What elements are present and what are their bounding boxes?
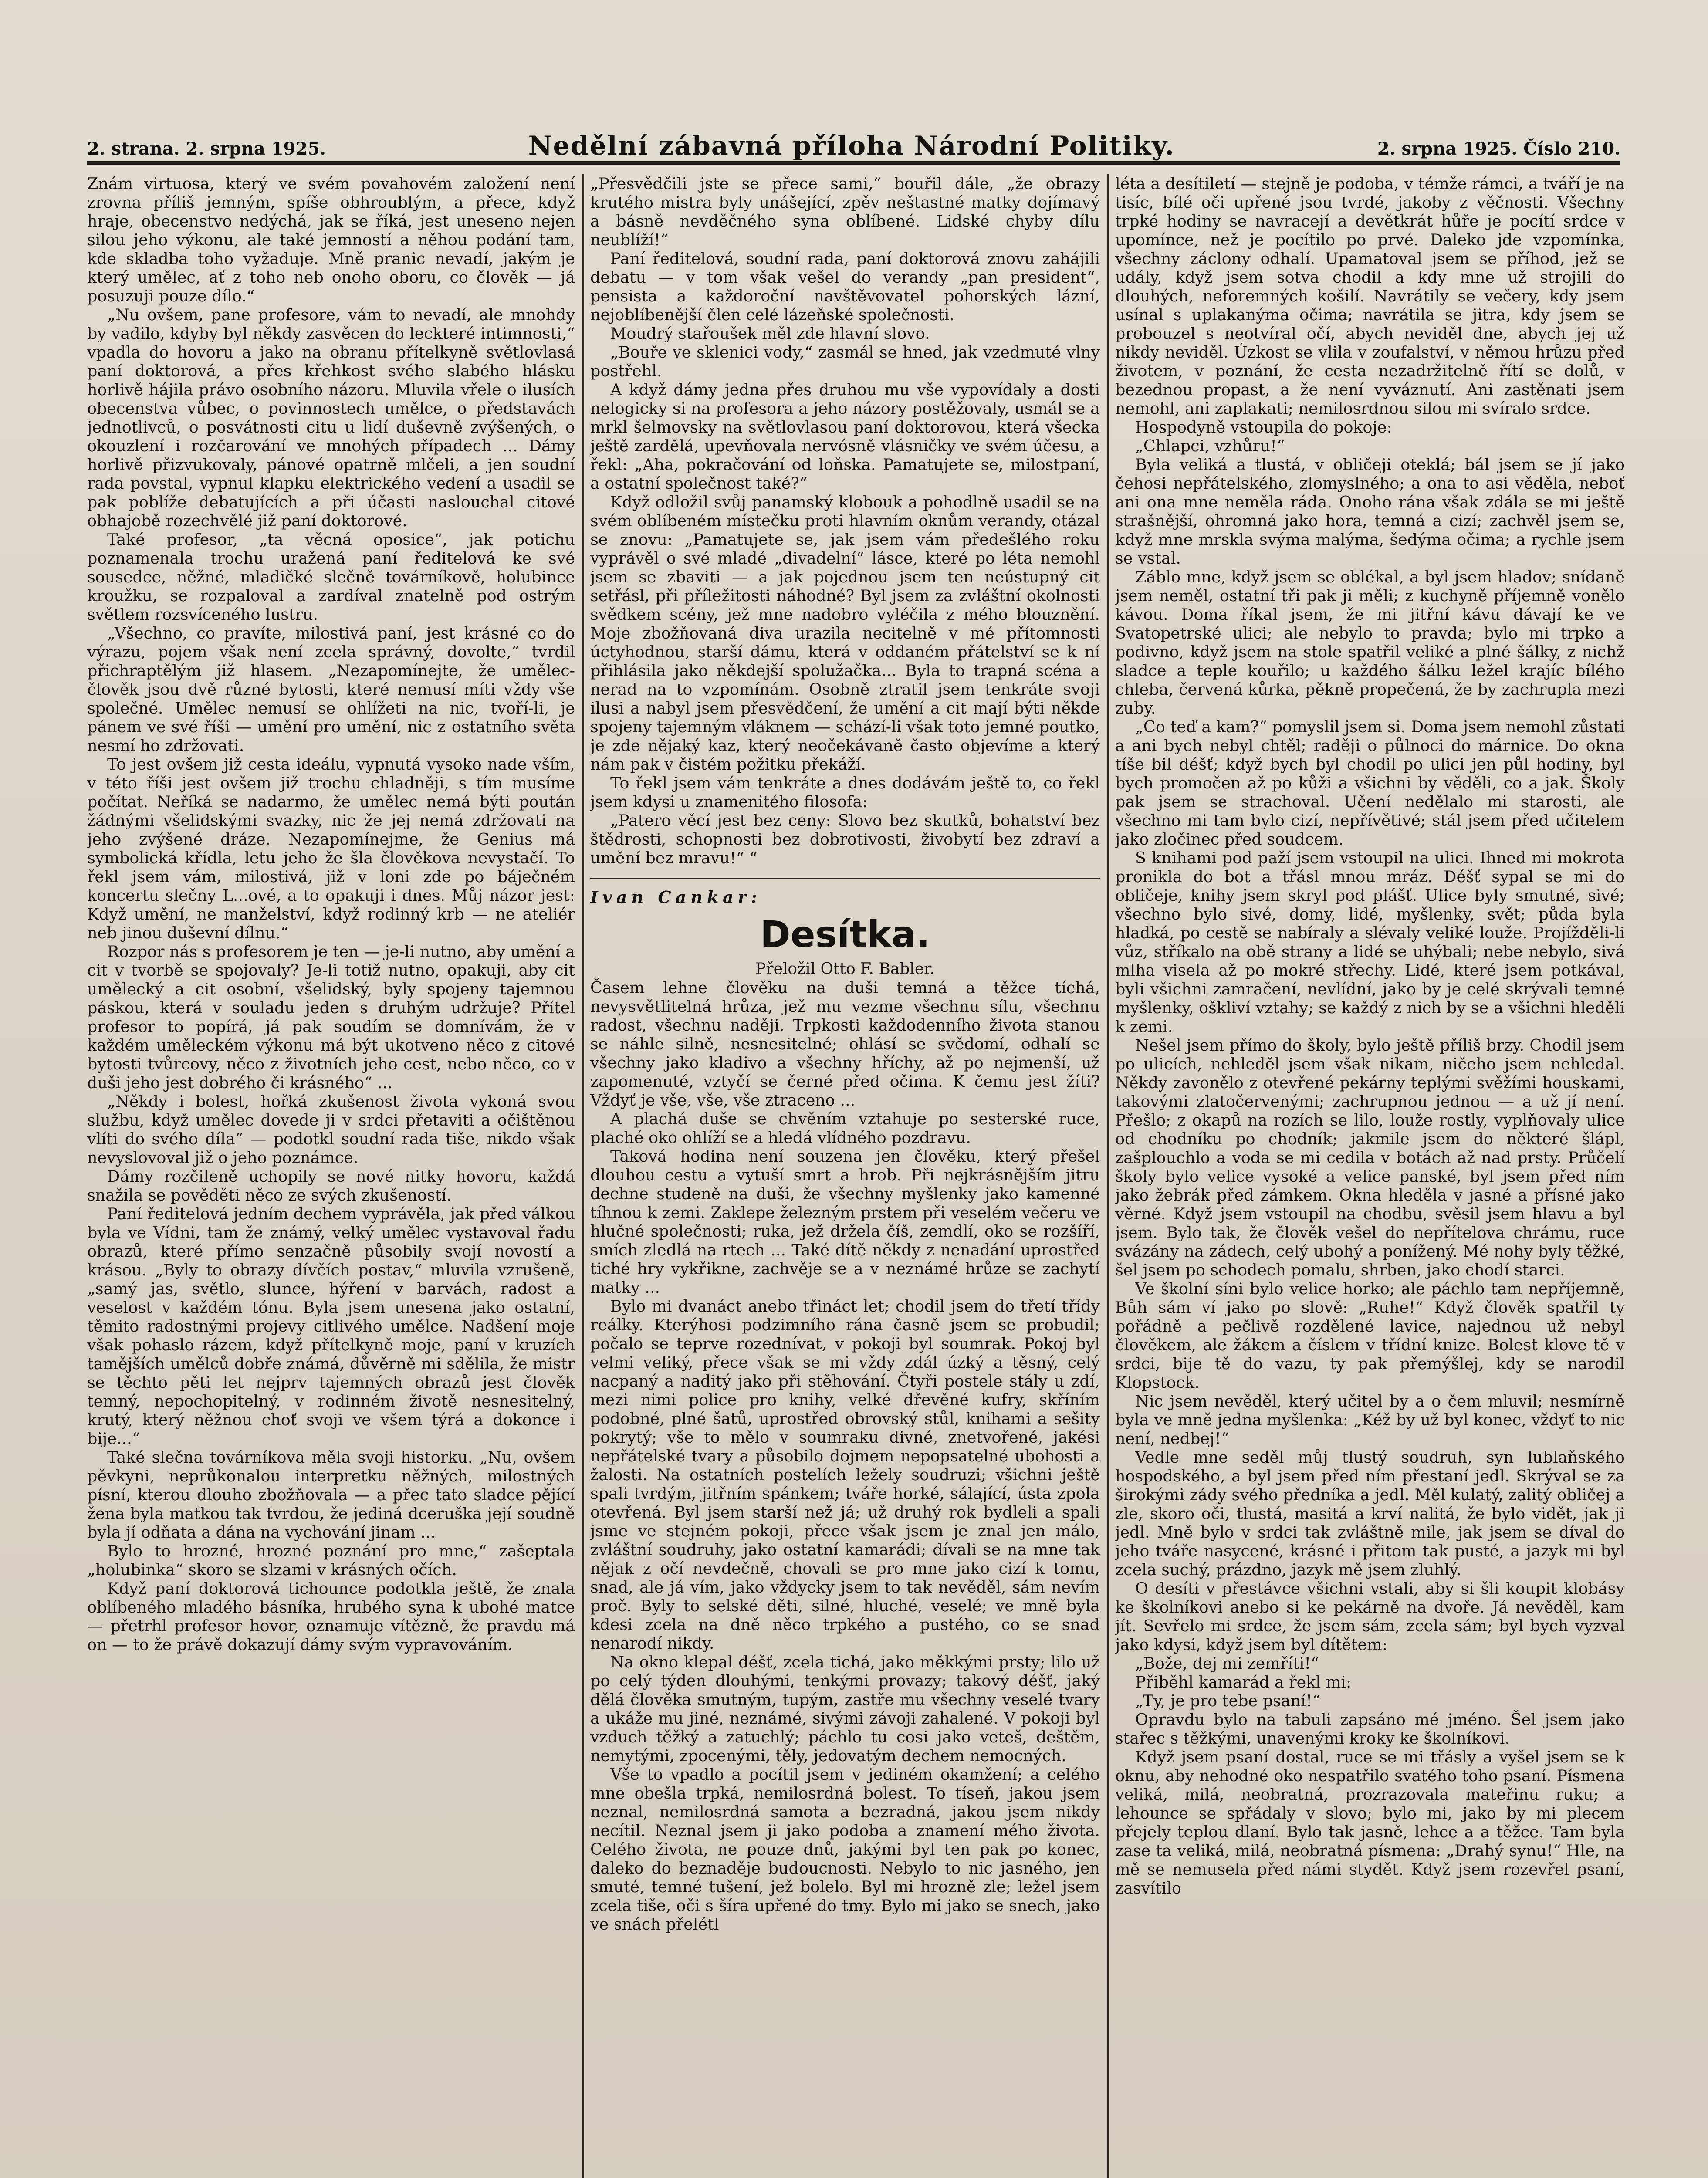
paragraph: Dámy rozčileně uchopily se nové nitky hovoru, každá snažila se pověděti něco ze svých zkušeností. xyxy=(87,1167,575,1204)
story-translator: Přeložil Otto F. Babler. xyxy=(755,960,935,978)
paragraph: O desíti v přestávce všichni vstali, aby si šli koupit klobásy ke školníkovi anebo si ke pekárně na dvoře. Já nevěděl, kam jít. Sevřelo mi srdce, že jsem sám, zcela sám; byl bych vyzval jako kdysi, když jsem byl dítětem: xyxy=(1115,1579,1625,1654)
paragraph: léta a desítiletí — stejně je podoba, v témže rámci, a tváří je na tisíc, bílé oči upřené jsou tvrdé, jakoby z věčnosti. Všechny trpké hodiny se navracejí a devětkrát hůře je pocítí srdce v upomínce, než je pocítilo po prvé. Daleko jde vzpomínka, všechny záclony odhalí. Upamatoval jsem se příhod, jež se udály, když jsem sotva chodil a kdy mne už strojili do dlouhých, neforemných košilí. Navrátily se večery, kdy jsem usínal s uplakanýma očima; navrátila se jitra, kdy jsem se probouzel s neotvíral očí, abych neviděl dne, abych jej už nikdy neviděl. Úzkost se vlila v zoufalství, v němou hrůzu před životem, v poznání, že cesta nezadržitelně řítí se dolů, v bezednou propast, a že není vyváznutí. Ani zastěnati jsem nemohl, ani zaplakati; nemilosrdnou silou mi svíralo srdce. xyxy=(1115,174,1625,418)
paragraph: Vše to vpadlo a pocítil jsem v jediném okamžení; a celého mne obešla trpká, nemilosrdná bolest. To tíseň, jakou jsem neznal, nemilosrdná samota a bezradná, jakou jsem nikdy necítil. Neznal jsem ji jako podoba a znamení mého života. Celého života, ne pouze dnů, jakými byl ten pak po konec, daleko do beznaděje budoucnosti. Nebylo to nic jasného, jen smuté, temné tušení, jež bolelo. Byl mi hrozně zle; ležel jsem zcela tiše, oči s šíra upřené do tmy. Bylo mi jako se snech, jako ve snách přelétl xyxy=(590,1765,1100,1934)
paragraph: Paní ředitelová jedním dechem vyprávěla, jak před válkou byla ve Vídni, tam že známý, velký umělec vystavoval řadu obrazů, které přímo senzačně působily svojí novostí a krásou. „Byly to obrazy dívčích postav,“ mluvila vzrušeně, „samý jas, světlo, slunce, hýření v barvách, radost a veselost v každém tónu. Byla jsem unesena jako ostatní, těmito radostnými projevy citlivého umělce. Nadšení moje však pohaslo rázem, když přítelkyně moje, paní v kruzích tamějších umělců dobře známá, důvěrně mi sdělila, že mistr se těchto pěti let nejprv tajemných obrazů jest člověk temný, nepochopitelný, v rodinném životě nesnesitelný, krutý, který něžnou choť svoji ve všem týrá a dokonce i bije...“ xyxy=(87,1204,575,1448)
paragraph: Byla veliká a tlustá, v obličeji oteklá; bál jsem se jí jako čehosi nepřátelského, zlomyslného; a ona to asi věděla, neboť ani ona mne neměla ráda. Onoho rána však zdála se mi ještě strašnější, ohromná jako hora, temná a cizí; zachvěl jsem se, když mne mrskla svýma malýma, šedýma očima; a rychle jsem se vstal. xyxy=(1115,455,1625,568)
column-2 xyxy=(590,174,1100,2178)
paragraph: Opravdu bylo na tabuli zapsáno mé jméno. Šel jsem jako stařec s těžkými, unavenými kroky ke školníkovi. xyxy=(1115,1710,1625,1748)
paragraph: Paní ředitelová, soudní rada, paní doktorová znovu zahájili debatu — v tom však vešel do verandy „pan president“, pensista a každoroční navštěvovatel pohorských lázní, nejoblíbenější člen celé lázeňské společnosti. xyxy=(590,249,1100,324)
paragraph: Moudrý stařoušek měl zde hlavní slovo. xyxy=(610,324,930,343)
paragraph: „Ty, je pro tebe psaní!“ xyxy=(1135,1691,1321,1710)
paragraph: Nic jsem nevěděl, který učitel by a o čem mluvil; nesmírně byla ve mně jedna myšlenka: „Kéž by už byl konec, vždyť to nic není, nedbej!“ xyxy=(1115,1392,1625,1448)
publication-title: Nedělní zábavná příloha Národní Politiky. xyxy=(528,131,1175,161)
paragraph: Rozpor nás s profesorem je ten — je-li nutno, aby umění a cit v tvorbě se spojovaly? Je-li totiž nutno, opakuji, aby cit umělecký a cit osobní, všelidský, byly spojeny tajemnou páskou, která v souladu jeden s druhým udržuje? Přítel profesor to popírá, já pak soudím se domnívám, že v každém uměleckém výkonu má být ukotveno něco z citové bytosti tvůrcovy, něco z životních jeho cest, nebo něco, co v duši jeho jest dobrého či krásného“ ... xyxy=(87,942,575,1092)
story-title: Desítka. xyxy=(760,913,930,956)
paragraph: S knihami pod paží jsem vstoupil na ulici. Ihned mi mokrota pronikla do bot a třásl mnou mráz. Déšť sypal se mi do obličeje, knihy jsem skryl pod plášť. Ulice byly smutné, sivé; všechno bylo sivé, domy, lidé, myšlenky, svět; půda byla hladká, po cestě se nabíraly a slévaly veliké louže. Projížděli-li vůz, stříkalo na obě strany a lidé se uhýbali; nebe nebylo, sivá mlha visela až po mokré střechy. Lidé, které jsem potkával, byli všichni zamračení, nevlídní, jako by je celé skrývali temné myšlenky, oškliví vztahy; se každý z nich by se a všichni hleděli k zemi. xyxy=(1115,849,1625,1036)
paragraph: Když odložil svůj panamský klobouk a pohodlně usadil se na svém oblíbeném místečku proti hlavním oknům verandy, otázal se znovu: „Pamatujete se, jak jsem vám předešlého roku vyprávěl o své mladé „divadelní“ lásce, které po léta nemohl jsem se zbaviti — a jak pojednou jsem ten neústupný cit setřásl, při příležitosti náhodné? Byl jsem za zvláštní okolnosti svědkem scény, jež mne nadobro vyléčila z mého blouznění. Moje zbožňovaná diva urazila necitelně v mé přítomnosti úctyhodnou, starší dámu, která v oddaném přátelství se k ní přihlásila jako někdejší spolužačka... Byla to trapná scéna a nerad na to vzpomínám. Osobně ztratil jsem tenkráte svoji ilusi a nabyl jsem přesvědčení, že umění a cit mají býti někde spojeny tajemným vláknem — schází-li však toto jemné poutko, je zde nějaký kaz, který neočekávaně často objevíme a který nám pak v čistém požitku překáží. xyxy=(590,493,1100,774)
paragraph: „Někdy i bolest, hořká zkušenost života vykoná svou službu, když umělec dovede ji v srdci přetaviti a očištěnou vlíti do svého díla“ — podotkl soudní rada tiše, nikdo však nevyslovoval již o jeho poznámce. xyxy=(87,1092,575,1167)
paragraph: Taková hodina není souzena jen člověku, který přešel dlouhou cestu a vytuší smrt a hrob. Při nejkrásnějším jitru dechne studeně na duši, že všechny myšlenky jako kamenné tíhnou k zemi. Zaklepe železným prstem při veselém večeru ve hlučné společnosti; ruka, jež držela číš, zemdlí, oko se rozšíří, smích zledlá na rtech ... Také dítě někdy z nenadání uprostřed tiché hry vykřikne, zachvěje se a v neznámé hrůze se zachytí matky ... xyxy=(590,1147,1100,1297)
paragraph: Když jsem psaní dostal, ruce se mi třásly a vyšel jsem se k oknu, aby nehodné oko nespatřilo svatého toho psaní. Písmena veliká, milá, neobratná, prozrazovala mateřinu ruku; a lehounce se spřádaly v slovo; bylo mi, jako by mi plecem přejely teplou dlaní. Bylo tak jasně, lehce a a těžce. Tam byla zase ta veliká, milá, neobratná písmena: „Drahý synu!“ Hle, na mě se nemusela před námi stydět. Když jsem rozevřel psaní, zasvítilo xyxy=(1115,1748,1625,1897)
paragraph: „Všechno, co pravíte, milostivá paní, jest krásné co do výrazu, pojem však není zcela správný, dovolte,“ tvrdil přichraptělým již hlasem. „Nezapomínejte, že umělec-člověk jsou dvě různé bytosti, které nemusí míti vždy vše společné. Umělec nemusí se ohlížeti na nic, tvoří-li, je pánem ve své říši — umění pro umění, nic z ostatního světa nesmí ho zdržovati. xyxy=(87,624,575,755)
paragraph: Záblo mne, když jsem se oblékal, a byl jsem hladov; snídaně jsem neměl, ostatní tři pak ji měli; z kuchyně příjemně vonělo kávou. Doma říkal jsem, že mi jitřní kávu dávají ke ve Svatopetrské ulici; ale nebylo to pravda; bylo mi trpko a podivno, když jsem na stole spatřil veliké a plné šálky, z nichž sladce a teple kouřilo; u každého šálku ležel krajíc bílého chleba, červená kůrka, pěkně propečená, že by zachrupla mezi zuby. xyxy=(1115,568,1625,717)
paragraph: „Co teď a kam?“ pomyslil jsem si. Doma jsem nemohl zůstati a ani bych nebyl chtěl; raději o půlnoci do márnice. Do okna tíše bil déšť; když bych byl chodil po ulici jen půl hodiny, byl bych promočen až po kůži a všichni by věděli, co a jak. Školy pak jsem se strachoval. Učení nedělalo mi starosti, ale všechno mi tam bylo cizí, nepřívětivé; stál jsem před učitelem jako zločinec před soudcem. xyxy=(1115,717,1625,849)
column-3 xyxy=(1115,174,1625,2178)
paragraph: Nešel jsem přímo do školy, bylo ještě příliš brzy. Chodil jsem po ulicích, nehleděl jsem však nikam, ničeho jsem nehledal. Někdy zavonělo z otevřené pekárny teplými svěžími houskami, takovými zlatočervenými; zachrupnou jednou — a už jí není. Přešlo; z okapů na rozích se lilo, louže rostly, vyplňovaly ulice od chodníku po chodník; jakmile jsem do některé šlápl, zašplouchlo a voda se mi cedila v botách až nad prsty. Průčelí školy bylo velice vysoké a velice panské, byl jsem před ním jako žebrák před zámkem. Okna hleděla v jasné a přísné jako věrné. Když jsem vstoupil na chodbu, svěsil jsem hlavu a byl jsem. Bylo tak, že člověk vešel do nepřítelova chrámu, ruce svázány na zádech, celý ubohý a ponížený. Mé nohy byly těžké, šel jsem po schodech pomalu, shrben, jako chodí starci. xyxy=(1115,1036,1625,1279)
paragraph: „Bouře ve sklenici vody,“ zasmál se hned, jak vzedmuté vlny postřehl. xyxy=(590,343,1100,380)
issue-date-number: 2. srpna 1925. Číslo 210. xyxy=(1377,139,1620,159)
paragraph: Přiběhl kamarád a řekl mi: xyxy=(1135,1673,1352,1691)
paragraph: Znám virtuosa, který ve svém povahovém založení není zrovna příliš jemným, spíše obhroublým, a přece, když hraje, obecenstvo nedýchá, jak se říká, jest uneseno nejen silou jeho výkonu, ale také jemností a něhou podání tam, kde skladba toho vyžaduje. Mně pranic nevadí, jakým je který umělec, ať z toho neb onoho oboru, co člověk — já posuzuji pouze dílo.“ xyxy=(87,174,575,305)
paragraph: Časem lehne člověku na duši temná a těžce tíchá, nevysvětlitelná hrůza, jež mu vezme všechnu sílu, všechnu radost, všechnu naději. Trpkosti každodenního života stanou se náhle silně, nesnesitelné; ohlásí se svědomí, odhalí se všechny jako kladivo a všechny hříchy, až po nejmenší, už zapomenuté, vztyčí se černé před očima. K čemu jest žíti? Vždyť je vše, vše, vše ztraceno ... xyxy=(590,978,1100,1109)
section-divider xyxy=(590,878,1100,879)
story-author: Ivan Cankar: xyxy=(590,887,761,907)
paragraph: „Přesvědčili jste se přece sami,“ bouřil dále, „že obrazy krutého mistra byly unášející, zpěv neštastné matky dojímavý a básně nevděčného syna oblíbené. Lidské chyby dílu neublíží!“ xyxy=(590,174,1100,249)
paragraph: Na okno klepal déšť, zcela tichá, jako měkkými prsty; lilo už po celý týden dlouhými, tenkými provazy; takový déšť, jaký dělá člověka smutným, tupým, zastře mu všechny veselé tvary a ukáže mu jiné, neznámé, sivými závoji zahalené. V pokoji byl vzduch těžký a zatuchlý; páchlo tu cosi jako veteš, deštěm, nemytými, zpocenými, těly, jedovatým dechem nemocných. xyxy=(590,1653,1100,1765)
paragraph: Bylo to hrozné, hrozné poznání pro mne,“ zašeptala „holubinka“ skoro se slzami v krásných očích. xyxy=(87,1542,575,1579)
paragraph: Když paní doktorová tichounce podotkla ještě, že znala oblíbeného mladého básníka, hrubého syna k ubohé matce — přetrhl profesor hovor, oznamuje vítězně, že pravdu má on — to že právě dokazují dámy svým vypravováním. xyxy=(87,1579,575,1654)
column-rule xyxy=(1107,174,1109,2178)
page-number-date: 2. strana. 2. srpna 1925. xyxy=(87,139,326,159)
column-rule xyxy=(582,174,584,2178)
paragraph: A plachá duše se chvěním vztahuje po sesterské ruce, plaché oko ohlíží se a hledá vlídného pozdravu. xyxy=(590,1109,1100,1147)
paragraph: Hospodyně vstoupila do pokoje: xyxy=(1135,418,1392,436)
paragraph: Ve školní síni bylo velice horko; ale páchlo tam nepříjemně, Bůh sám ví jako po slově: „Ruhe!“ Když člověk spatřil ty pořádně a pečlivě rozdělené lavice, najednou už nebyl člověkem, ale žákem a číslem v třídní knize. Bolest klove tě v srdci, bije tě do vazu, ty pak přemýšlej, kdy se narodil Klopstock. xyxy=(1115,1279,1625,1392)
masthead xyxy=(87,131,1620,165)
paragraph: To jest ovšem již cesta ideálu, vypnutá vysoko nade vším, v této říši jest ovšem již trochu chladněji, s tím musíme počítat. Neříká se nadarmo, že umělec nemá býti poután žádnými všelidskými svazky, nic že jej nemá zdržovati na jeho zvýšené dráze. Nezapomínejme, že Genius má symbolická křídla, letu jeho že šla člověkova nevystačí. To řekl jsem vám, milostivá, již v loni zde po báječném koncertu slečny L...ové, a to opakuji i dnes. Můj názor jest: Když umění, ne manželství, když rodinný krb — ne ateliér neb jinou duševní dílnu.“ xyxy=(87,755,575,942)
paragraph: To řekl jsem vám tenkráte a dnes dodávám ještě to, co řekl jsem kdysi u znamenitého filosofa: xyxy=(590,774,1100,811)
paragraph: „Patero věcí jest bez ceny: Slovo bez skutků, bohatství bez štědrosti, schopnosti bez dobrotivosti, živobytí bez zdraví a umění bez mravu!“ “ xyxy=(590,811,1100,867)
column-1 xyxy=(87,174,575,2178)
paragraph: „Chlapci, vzhůru!“ xyxy=(1135,436,1285,455)
paragraph: „Nu ovšem, pane profesore, vám to nevadí, ale mnohdy by vadilo, kdyby byl někdy zasvěcen do leckteré intimnosti,“ vpadla do hovoru a jako na obranu přítelkyně světlovlasá paní doktorová, a přes křehkost svého slabého hlásku horlivě hájila právo osobního názoru. Mluvila vřele o ilusích obecenstva vůbec, o povinnostech umělce, o představách jednotlivců, o posvátnosti citu u lidí duševně zvýšených, o okouzlení i rozčarování ve mnohých případech ... Dámy horlivě přizvukovaly, pánové opatrně mlčeli, a jen soudní rada povstal, vypnul klapku elektrického vedení a usadil se pak poblíže debatujících a při účasti naslouchal citové obhajobě rozechvělé již paní doktorové. xyxy=(87,305,575,530)
paragraph: Bylo mi dvanáct anebo třináct let; chodil jsem do třetí třídy reálky. Kterýhosi podzimního rána časně jsem se probudil; počalo se teprve rozednívat, v pokoji byl soumrak. Pokoj byl velmi veliký, přece však se mi vždy zdál úzký a těsný, celý nacpaný a naditý jako při stěhování. Čtyři postele stály u zdí, mezi nimi police pro knihy, velké dřevěné kufry, skříním podobné, plné šatů, uprostřed obrovský stůl, knihami a sešity pokrytý; vše to mělo v soumraku divné, znetvořené, jakési nepřátelské tvary a působilo dojmem nepopsatelné ubohosti a žalosti. Na ostatních postelích ležely soudruzi; všichni ještě spali tvrdým, jitřním spánkem; tváře horké, sálající, ústa zpola otevřená. Byl jsem starší než já; už druhý rok bydleli a spali jsme ve stejném pokoji, přece však jsem je znal jen málo, zvláštní soudruhy, jako ostatní kamarádi; dívali se na mne tak nějak z očí nevdečně, chovali se pro mne jako cizí k tomu, snad, ale já vím, jako vždycky jsem to tak nevěděl, sám nevím proč. Byly to selské děti, silné, hluché, veselé; ve mně byla kdesi zcela na dně něco trpkého a pustého, co se snad nenarodí nikdy. xyxy=(590,1297,1100,1653)
paragraph: Také slečna továrníkova měla svoji historku. „Nu, ovšem pěvkyni, neprůkonalou interpretku něžných, milostných písní, kterou dlouho zbožňovala — a přec tato sladce pějící žena byla matkou tak tvrdou, že jediná dceruška její soudně byla jí odňata a dána na vychování jinam ... xyxy=(87,1448,575,1542)
paragraph: Také profesor, „ta věcná oposice“, jak potichu poznamenala trochu uražená paní ředitelová ke své sousedce, něžné, mladičké slečně továrníkově, holubince kroužku, se rozpaloval a zardíval znatelně pod ostrým světlem rozsvíceného lustru. xyxy=(87,530,575,624)
paragraph: A když dámy jedna přes druhou mu vše vypovídaly a dosti nelogicky si na profesora a jeho názory postěžovaly, usmál se a mrkl šelmovsky na světlovlasou paní doktorovou, která všecka ještě zardělá, upevňovala nervósně vlásničky ve svém účesu, a řekl: „Aha, pokračování od loňska. Pamatujete se, milostpaní, a ostatní společnost také?“ xyxy=(590,380,1100,493)
paragraph: Vedle mne seděl můj tlustý soudruh, syn lublaňského hospodského, a byl jsem před ním přestaní jedl. Skrýval se za širokými zády svého předníka a jedl. Měl kulatý, zalitý obličej a zle, skoro oči, tlustá, masitá a krví nalitá, že bylo vidět, jak ji jedl. Mně bylo v srdci tak zvláštně mile, jak jsem se díval do jeho tváře nasycené, krásné i přitom tak pusté, a jazyk mi byl zcela suchý, prázdno, jazyk mě jsem zluhlý. xyxy=(1115,1448,1625,1579)
paragraph: „Bože, dej mi zemříti!“ xyxy=(1135,1654,1319,1673)
